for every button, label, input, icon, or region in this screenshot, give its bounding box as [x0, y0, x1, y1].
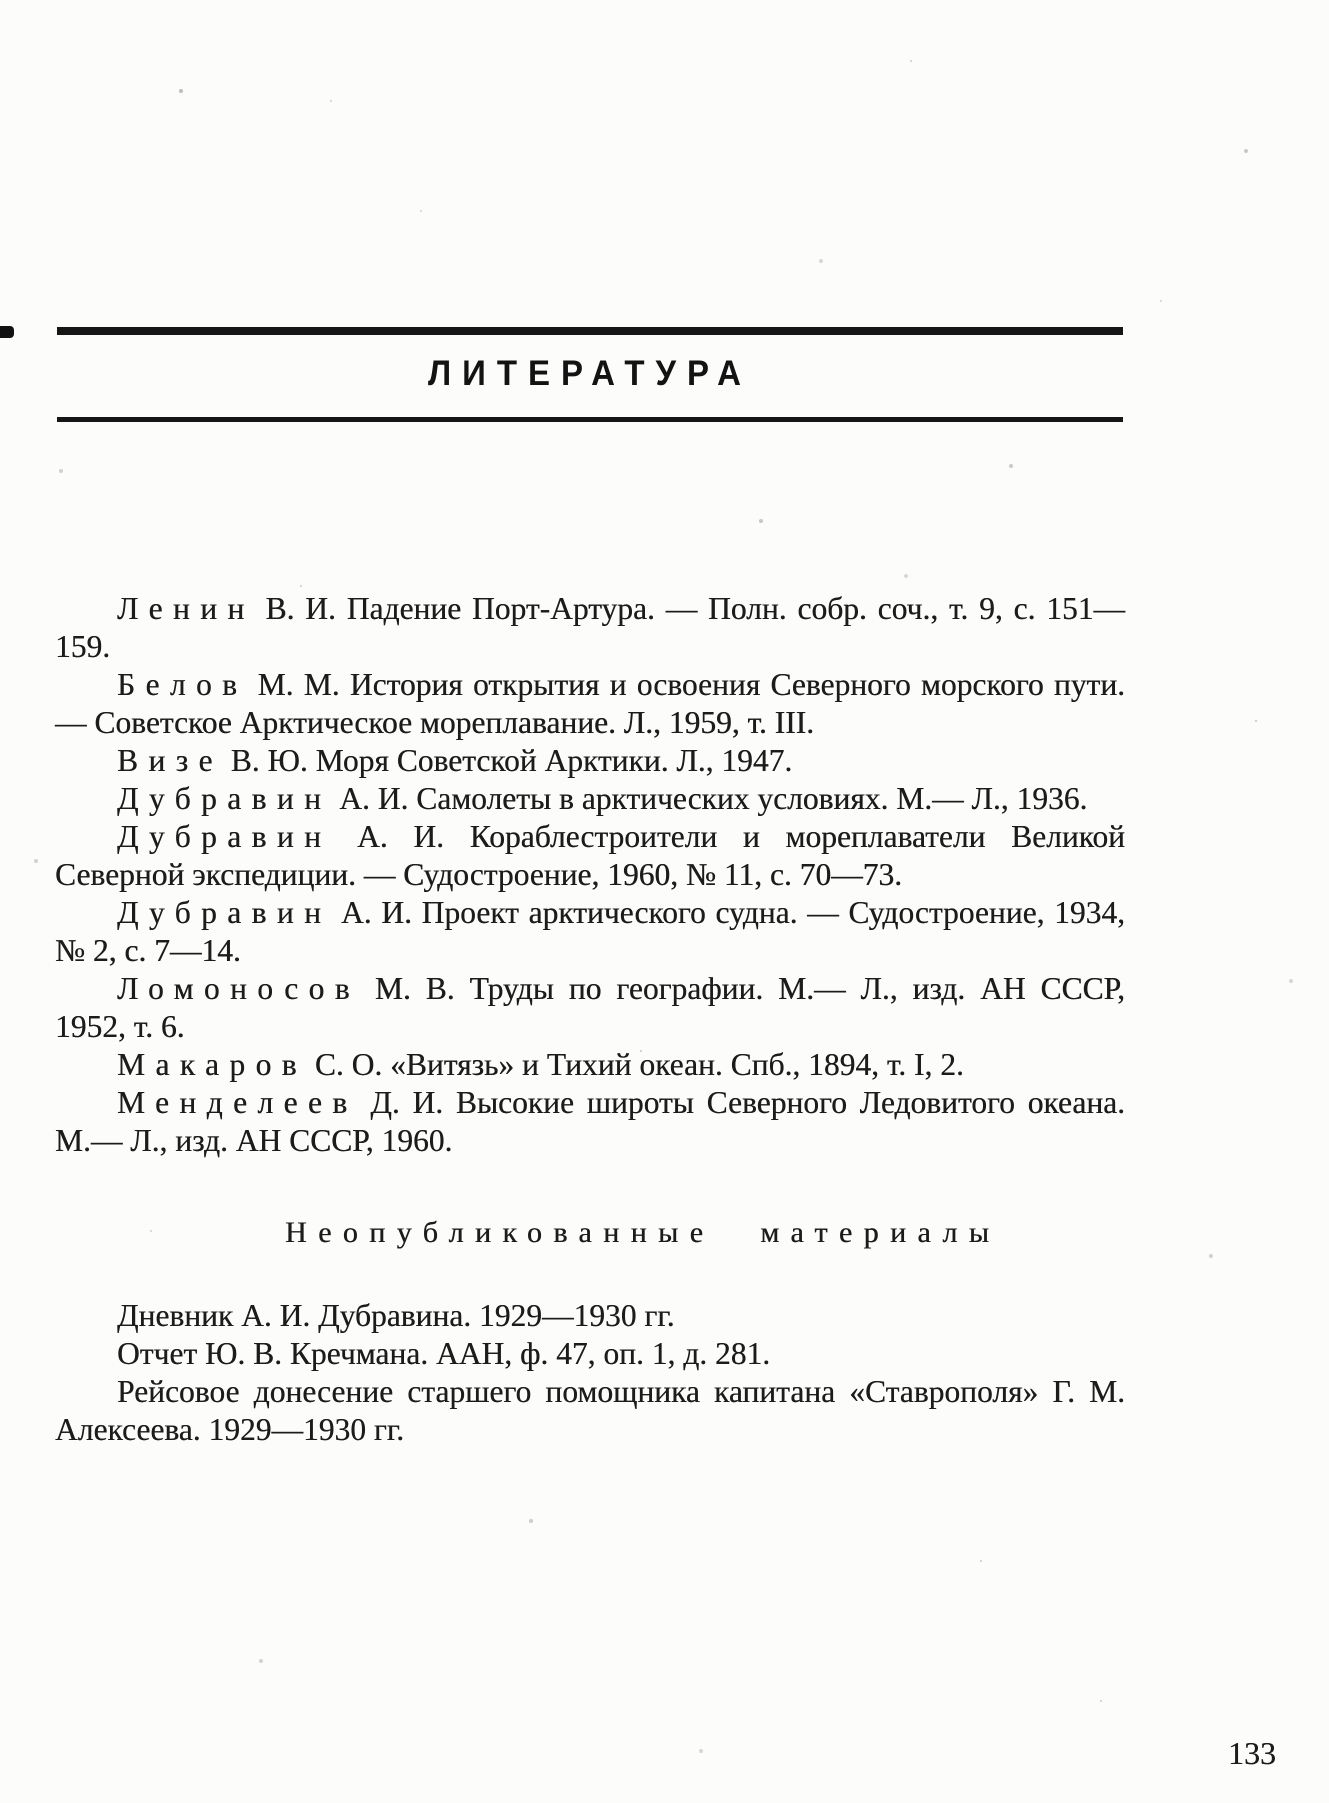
entry-text: М. М. История открытия и освоения Северного морского пути.— Советское Арктическое мореплавание. Л., 1959, т. III. [55, 667, 1125, 740]
bibliography-entry [55, 894, 1125, 970]
bibliography-entry [55, 1046, 1125, 1084]
entry-text: Рейсовое донесение старшего помощника капитана «Ставрополя» Г. М. Алексеева. 1929—1930 гг. [55, 1374, 1125, 1447]
page-title: ЛИТЕРАТУРА [428, 352, 752, 393]
unpublished-entry [55, 1297, 1125, 1335]
header-rule-bottom [57, 417, 1123, 422]
entry-text: В. Ю. Моря Советской Арктики. Л., 1947. [222, 743, 793, 778]
entry-author: Визе [117, 743, 223, 778]
header-rule-top [57, 327, 1123, 335]
bibliography-entry [55, 742, 1125, 780]
unpublished-entry [55, 1373, 1125, 1449]
entry-author: Ломоносов [117, 971, 360, 1006]
entry-text: М. В. Труды по географии. М.— Л., изд. АН СССР, 1952, т. 6. [55, 971, 1125, 1044]
entry-author: Белов [117, 667, 248, 702]
bibliography-entry [55, 590, 1125, 666]
entry-text: А. И. Кораблестроители и мореплаватели Великой Северной экспедиции. — Судостроение, 1960, № 11, с. 70—73. [55, 819, 1125, 892]
bibliography-entry [55, 666, 1125, 742]
unpublished-materials-heading: Неопубликованные материалы [285, 1216, 1001, 1249]
unpublished-entry [55, 1335, 1125, 1373]
page-number: 133 [1228, 1735, 1276, 1771]
scan-noise [0, 0, 2, 2]
entry-text: А. И. Самолеты в арктических условиях. М.— Л., 1936. [331, 781, 1088, 816]
entry-author: Дубравин [117, 895, 332, 930]
entry-author: Ленин [117, 591, 255, 626]
entry-text: В. И. Падение Порт-Артура. — Полн. собр. соч., т. 9, с. 151—159. [55, 591, 1125, 664]
entry-author: Менделеев [117, 1085, 358, 1120]
bibliography-entry [55, 818, 1125, 894]
entry-author: Дубравин [117, 781, 332, 816]
scan-edge-artifact [0, 326, 14, 338]
entry-author: Дубравин [117, 819, 332, 854]
entry-text: А. И. Проект арктического судна. — Судостроение, 1934, № 2, с. 7—14. [55, 895, 1125, 968]
bibliography-entry [55, 1084, 1125, 1160]
bibliography-entry [55, 970, 1125, 1046]
entry-author: Макаров [117, 1047, 307, 1082]
entry-text: Д. И. Высокие широты Северного Ледовитого океана. М.— Л., изд. АН СССР, 1960. [55, 1085, 1125, 1158]
entry-text: Отчет Ю. В. Кречмана. ААН, ф. 47, оп. 1, д. 281. [117, 1336, 771, 1371]
entry-text: С. О. «Витязь» и Тихий океан. Спб., 1894, т. I, 2. [306, 1047, 964, 1082]
bibliography-entry [55, 780, 1125, 818]
bibliography-section [55, 590, 1125, 1449]
entry-text: Дневник А. И. Дубравина. 1929—1930 гг. [117, 1298, 675, 1333]
